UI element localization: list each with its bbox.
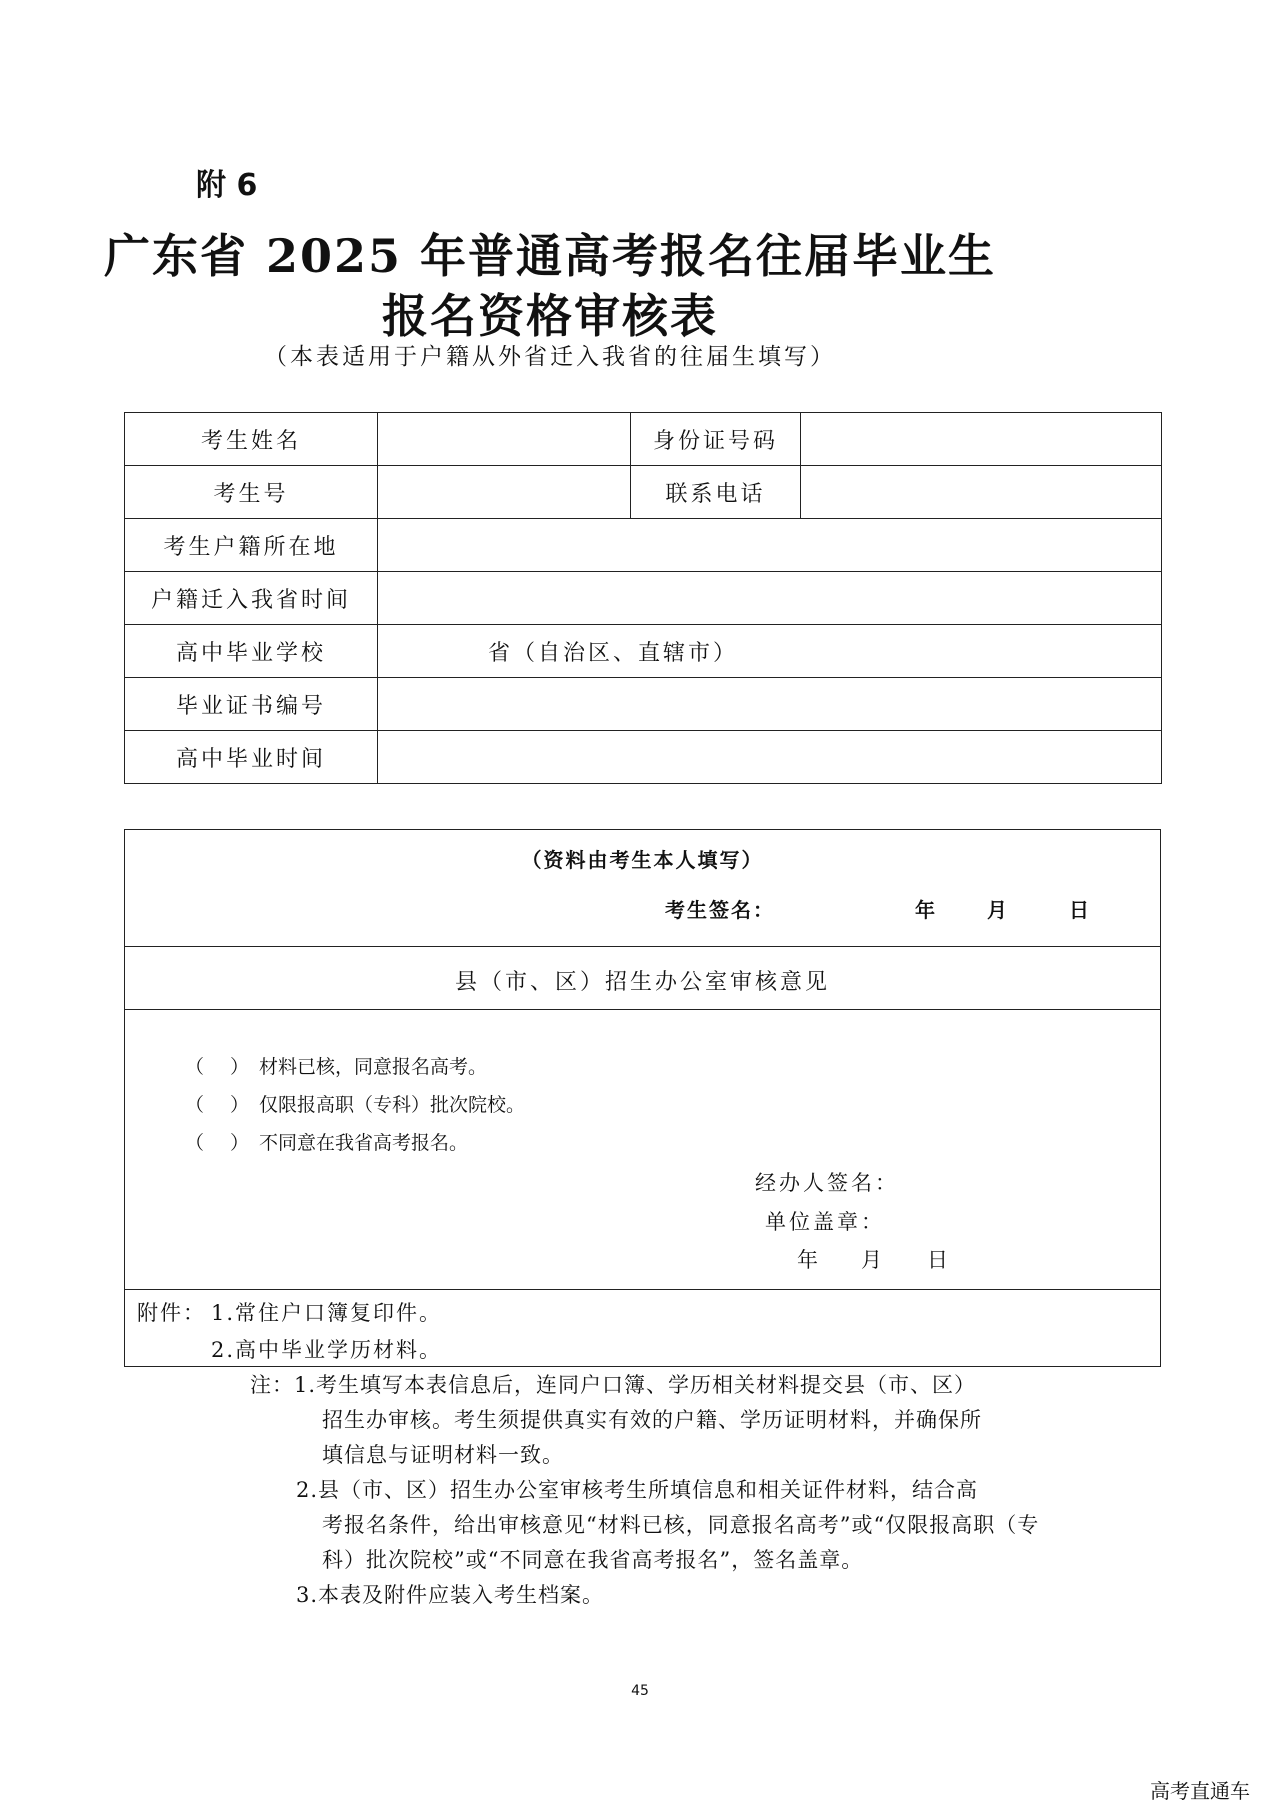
page-title-line2: 报名资格审核表 (382, 289, 718, 343)
id-number-field[interactable] (801, 413, 1162, 466)
office-review-heading: 县（市、区）招生办公室审核意见 (454, 970, 830, 995)
attachments-label: 附件： (137, 1301, 206, 1325)
option-label: 不同意在我省高考报名。 (259, 1132, 469, 1154)
checkbox-paren[interactable]: （ ） (185, 1056, 260, 1078)
page-title-line1: 广东省 2025 年普通高考报名往届毕业生 (103, 229, 997, 283)
watermark: 高考直通车 (1150, 1779, 1250, 1803)
note-line: 科）批次院校”或“不同意在我省高考报名”，签名盖章。 (322, 1548, 864, 1572)
table-row (125, 572, 1162, 625)
id-number-label: 身份证号码 (631, 413, 801, 466)
review-box (124, 829, 1161, 1367)
self-fill-note: （资料由考生本人填写） (521, 848, 764, 872)
table-row (125, 519, 1162, 572)
student-signature-label[interactable]: 考生签名： (665, 898, 775, 922)
move-in-time-field[interactable] (378, 572, 1162, 625)
phone-label: 联系电话 (631, 466, 801, 519)
note-line: 填信息与证明材料一致。 (322, 1443, 564, 1467)
graduation-time-label: 高中毕业时间 (125, 731, 378, 784)
option-vocational-only[interactable] (185, 1090, 525, 1117)
checkbox-paren[interactable]: （ ） (185, 1094, 260, 1116)
divider (125, 1289, 1160, 1290)
option-approve[interactable] (185, 1052, 487, 1079)
option-reject[interactable] (185, 1128, 468, 1155)
option-label: 材料已核，同意报名高考。 (259, 1056, 488, 1078)
note-line: 2.县（市、区）招生办公室审核考生所填信息和相关证件材料，结合高 (296, 1478, 979, 1502)
table-row (125, 413, 1162, 466)
option-label: 仅限报高职（专科）批次院校。 (259, 1094, 526, 1116)
phone-field[interactable] (801, 466, 1162, 519)
exam-number-label: 考生号 (125, 466, 378, 519)
page-number: 45 (631, 1683, 649, 1699)
household-location-label: 考生户籍所在地 (125, 519, 378, 572)
note-line: 招生办审核。考生须提供真实有效的户籍、学历证明材料，并确保所 (322, 1408, 982, 1432)
table-row (125, 625, 1162, 678)
checkbox-paren[interactable]: （ ） (185, 1132, 260, 1154)
note-text: 1.考生填写本表信息后，连同户口簿、学历相关材料提交县（市、区） (294, 1373, 977, 1397)
office-year: 年 (797, 1248, 821, 1272)
page-subtitle: （本表适用于户籍从外省迁入我省的往届生填写） (264, 344, 836, 370)
exam-number-field[interactable] (378, 466, 631, 519)
sign-day: 日 (1069, 898, 1089, 922)
province-hint: 省（自治区、直辖市） (488, 640, 739, 666)
attachment-label: 附 6 (196, 168, 258, 203)
applicant-info-table (124, 412, 1162, 784)
name-field[interactable] (378, 413, 631, 466)
certificate-number-label: 毕业证书编号 (125, 678, 378, 731)
student-sign-section (125, 830, 1160, 947)
notes-label: 注： (250, 1373, 294, 1397)
note-line: 3.本表及附件应装入考生档案。 (296, 1583, 605, 1607)
high-school-field[interactable] (378, 625, 1162, 678)
note-line: 考报名条件，给出审核意见“材料已核，同意报名高考”或“仅限报高职（专 (322, 1513, 1040, 1537)
sign-year: 年 (915, 898, 935, 922)
table-row (125, 731, 1162, 784)
household-location-field[interactable] (378, 519, 1162, 572)
attachment-item-1: 1.常住户口簿复印件。 (211, 1301, 443, 1325)
office-month: 月 (861, 1248, 885, 1272)
office-day: 日 (927, 1248, 951, 1272)
attachment-item-2: 2.高中毕业学历材料。 (211, 1338, 443, 1362)
high-school-label: 高中毕业学校 (125, 625, 378, 678)
handler-signature-label[interactable]: 经办人签名： (755, 1171, 899, 1195)
notes-section (250, 1368, 1090, 1613)
name-label: 考生姓名 (125, 413, 378, 466)
certificate-number-field[interactable] (378, 678, 1162, 731)
move-in-time-label: 户籍迁入我省时间 (125, 572, 378, 625)
table-row (125, 466, 1162, 519)
graduation-time-field[interactable] (378, 731, 1162, 784)
sign-month: 月 (987, 898, 1007, 922)
office-heading-section (125, 947, 1160, 1010)
unit-seal-label[interactable]: 单位盖章： (765, 1210, 885, 1234)
table-row (125, 678, 1162, 731)
note-line (250, 1368, 1090, 1403)
